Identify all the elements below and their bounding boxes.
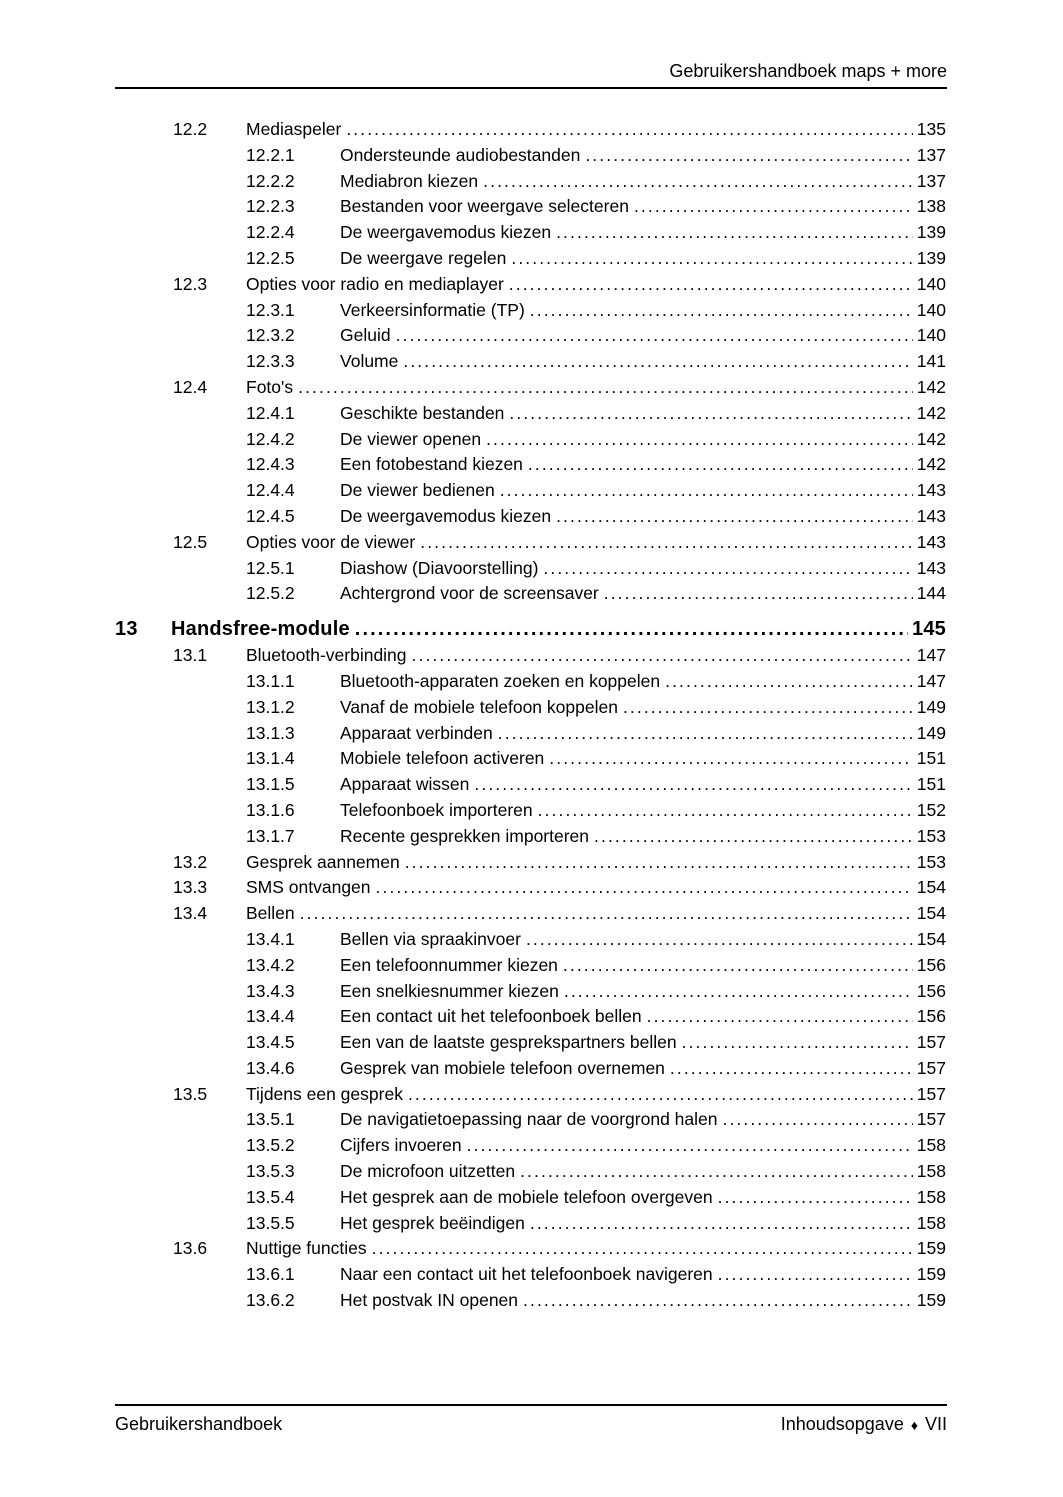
dot-leader — [523, 1288, 913, 1314]
dot-leader — [634, 194, 913, 220]
footer-left-text: Gebruikershandboek — [115, 1414, 283, 1434]
toc-entry — [115, 452, 946, 478]
toc-entry-number: 13.2 — [173, 851, 208, 872]
toc-entry-title: Geschikte bestanden — [340, 402, 505, 423]
dot-leader — [530, 1211, 913, 1237]
dot-leader — [355, 615, 908, 643]
toc-entry-title: Een fotobestand kiezen — [340, 454, 523, 475]
toc-entry-title: Recente gesprekken importeren — [340, 825, 590, 846]
toc-entry-number: 13.4.1 — [246, 928, 295, 949]
toc-entry-page: 154 — [916, 928, 946, 949]
toc-entry — [115, 272, 946, 298]
dot-leader — [723, 1107, 913, 1133]
toc-entry-title: Volume — [340, 351, 399, 372]
dot-leader — [594, 824, 913, 850]
toc-entry-number: 13.4.4 — [246, 1006, 295, 1027]
dot-leader — [396, 323, 913, 349]
running-header-text: Gebruikershandboek maps + more — [669, 61, 947, 81]
dot-leader — [511, 246, 912, 272]
toc-entry-number: 13.5.5 — [246, 1212, 295, 1233]
toc-entry-title: Bellen — [246, 903, 295, 924]
toc-entry-number: 13 — [115, 618, 138, 641]
toc-entry — [115, 581, 946, 607]
toc-entry-page: 153 — [916, 851, 946, 872]
diamond-separator-icon: ♦ — [910, 1417, 918, 1433]
toc-entry-title: De weergavemodus kiezen — [340, 505, 552, 526]
toc-entry-title: De navigatietoepassing naar de voorgrond halen — [340, 1109, 718, 1130]
toc-entry — [115, 530, 946, 556]
toc-entry-number: 13.5.2 — [246, 1135, 295, 1156]
toc-entry-title: Achtergrond voor de screensaver — [340, 583, 599, 604]
toc-entry-title: Bluetooth-verbinding — [246, 645, 407, 666]
dot-leader — [526, 927, 913, 953]
toc-entry — [115, 349, 946, 375]
toc-entry-number: 12.4.1 — [246, 402, 295, 423]
toc-entry-number: 12.2.1 — [246, 144, 295, 165]
toc-entry-title: Nuttige functies — [246, 1238, 367, 1259]
toc-entry — [115, 246, 946, 272]
toc-entry-page: 157 — [916, 1083, 946, 1104]
toc-entry-number: 13.4.3 — [246, 980, 295, 1001]
toc-entry-page: 143 — [916, 531, 946, 552]
toc-entry-page: 157 — [916, 1057, 946, 1078]
toc-entry-page: 143 — [916, 557, 946, 578]
toc-entry-title: Een telefoonnummer kiezen — [340, 954, 558, 975]
dot-leader — [520, 1159, 913, 1185]
toc-entry-title: Geluid — [340, 325, 391, 346]
dot-leader — [403, 349, 912, 375]
toc-entry — [115, 615, 946, 643]
dot-leader — [412, 643, 913, 669]
dot-leader — [530, 298, 913, 324]
toc-entry — [115, 927, 946, 953]
dot-leader — [420, 530, 913, 556]
footer-right — [781, 1414, 947, 1435]
toc-entry-number: 12.3.1 — [246, 299, 295, 320]
toc-entry-page: 151 — [916, 774, 946, 795]
toc-entry-title: Handsfree-module — [171, 618, 350, 641]
dot-leader — [509, 272, 913, 298]
toc-entry-title: Opties voor radio en mediaplayer — [246, 273, 504, 294]
toc-entry-title: Gesprek aannemen — [246, 851, 400, 872]
toc-entry-number: 12.3.3 — [246, 351, 295, 372]
toc-entry-page: 143 — [916, 480, 946, 501]
toc-entry-number: 13.6.2 — [246, 1290, 295, 1311]
toc-entry-page: 154 — [916, 903, 946, 924]
toc-entry — [115, 1288, 946, 1314]
dot-leader — [509, 401, 912, 427]
toc-entry — [115, 1185, 946, 1211]
dot-leader — [665, 669, 913, 695]
toc-entry-page: 159 — [916, 1290, 946, 1311]
toc-entry — [115, 427, 946, 453]
toc-entry-number: 12.3.2 — [246, 325, 295, 346]
toc-entry-title: Bestanden voor weergave selecteren — [340, 196, 629, 217]
toc-entry-number: 13.6 — [173, 1238, 208, 1259]
toc-entry-title: De weergave regelen — [340, 247, 507, 268]
dot-leader — [486, 427, 913, 453]
toc-entry-number: 13.1.4 — [246, 748, 295, 769]
toc-entry-title: De viewer openen — [340, 428, 482, 449]
toc-entry-title: Vanaf de mobiele telefoon koppelen — [340, 696, 618, 717]
toc-entry-title: Gesprek van mobiele telefoon overnemen — [340, 1057, 665, 1078]
dot-leader — [528, 452, 913, 478]
toc-entry-number: 12.2.4 — [246, 222, 295, 243]
toc-entry-number: 13.1 — [173, 645, 208, 666]
dot-leader — [474, 772, 912, 798]
dot-leader — [408, 1082, 913, 1108]
toc-entry-page: 140 — [916, 299, 946, 320]
toc-entry — [115, 1004, 946, 1030]
toc-entry-number: 12.2 — [173, 119, 208, 139]
toc-entry-number: 13.5.1 — [246, 1109, 295, 1130]
toc-entry-number: 12.5.2 — [246, 583, 295, 604]
toc-entry-number: 12.5 — [173, 531, 208, 552]
dot-leader — [549, 746, 913, 772]
toc-entry-title: Een van de laatste gesprekspartners bellen — [340, 1032, 677, 1053]
toc-entry-title: Ondersteunde audiobestanden — [340, 144, 581, 165]
dot-leader — [718, 1262, 913, 1288]
toc-entry-page: 143 — [916, 505, 946, 526]
toc-entry — [115, 824, 946, 850]
toc-entry-number: 13.5.4 — [246, 1186, 295, 1207]
toc-entry — [115, 669, 946, 695]
toc-entry-number: 13.5.3 — [246, 1161, 295, 1182]
dot-leader — [604, 581, 913, 607]
toc-entry — [115, 478, 946, 504]
toc-entry-title: De microfoon uitzetten — [340, 1161, 516, 1182]
toc-entry — [115, 979, 946, 1005]
toc-entry-title: Foto's — [246, 376, 294, 397]
toc-entry — [115, 323, 946, 349]
toc-entry-page: 149 — [916, 696, 946, 717]
toc-entry-number: 12.4 — [173, 376, 208, 397]
toc-entry — [115, 220, 946, 246]
toc-entry-page: 157 — [916, 1032, 946, 1053]
footer-section-label: Inhoudsopgave — [780, 1414, 904, 1434]
toc-entry-page: 142 — [916, 428, 946, 449]
toc-entry-title: Mobiele telefoon activeren — [340, 748, 545, 769]
toc-entry — [115, 850, 946, 876]
toc-entry-title: Apparaat verbinden — [340, 722, 493, 743]
toc-entry — [115, 143, 946, 169]
toc-entry-title: Het gesprek beëindigen — [340, 1212, 525, 1233]
dot-leader — [538, 798, 913, 824]
toc-entry-page: 138 — [916, 196, 946, 217]
toc-entry-page: 141 — [916, 351, 946, 372]
toc-entry — [115, 1030, 946, 1056]
toc-entry — [115, 875, 946, 901]
toc-entry — [115, 298, 946, 324]
toc-entry-page: 159 — [916, 1264, 946, 1285]
dot-leader — [543, 556, 912, 582]
toc-entry-number: 13.6.1 — [246, 1264, 295, 1285]
toc-entry-title: Het postvak IN openen — [340, 1290, 519, 1311]
toc-entry — [115, 1082, 946, 1108]
toc-entry-page: 152 — [916, 799, 946, 820]
toc-entry-title: Cijfers invoeren — [340, 1135, 462, 1156]
toc-entry-page: 139 — [916, 247, 946, 268]
toc-entry-page: 140 — [916, 325, 946, 346]
toc-entry-number: 12.4.3 — [246, 454, 295, 475]
toc-entry-number: 13.1.3 — [246, 722, 295, 743]
toc-entry — [115, 1236, 946, 1262]
toc-entry-number: 13.4.5 — [246, 1032, 295, 1053]
toc-entry — [115, 721, 946, 747]
page-header — [115, 0, 947, 89]
toc-entry-title: Verkeersinformatie (TP) — [340, 299, 525, 320]
toc-entry — [115, 1211, 946, 1237]
toc-entry-title: SMS ontvangen — [246, 877, 371, 898]
toc-entry — [115, 643, 946, 669]
toc-entry — [115, 1056, 946, 1082]
toc-entry-title: Tijdens een gesprek — [246, 1083, 403, 1104]
toc-entry-page: 140 — [916, 273, 946, 294]
toc-entry — [115, 798, 946, 824]
toc-entry-number: 13.1.6 — [246, 799, 295, 820]
toc-entry-page: 139 — [916, 222, 946, 243]
toc-entry-page: 135 — [916, 119, 946, 139]
toc-entry-title: Bellen via spraakinvoer — [340, 928, 521, 949]
dot-leader — [563, 953, 913, 979]
toc-entry-page: 151 — [916, 748, 946, 769]
toc-entry-title: Opties voor de viewer — [246, 531, 416, 552]
toc-entry — [115, 504, 946, 530]
toc-entry-page: 144 — [916, 583, 946, 604]
toc-entry-page: 156 — [916, 980, 946, 1001]
dot-leader — [300, 901, 913, 927]
toc-entry-number: 12.2.3 — [246, 196, 295, 217]
toc-entry — [115, 1107, 946, 1133]
page-footer — [115, 1404, 947, 1435]
toc-entry — [115, 901, 946, 927]
toc-entry — [115, 117, 946, 143]
toc-entry-page: 147 — [916, 670, 946, 691]
dot-leader — [483, 169, 913, 195]
toc-entry — [115, 556, 946, 582]
toc-entry — [115, 375, 946, 401]
toc-entry-number: 13.4 — [173, 903, 208, 924]
toc-entry-page: 137 — [916, 144, 946, 165]
dot-leader — [346, 117, 912, 143]
toc-entry-page: 153 — [916, 825, 946, 846]
toc-entry-title: De weergavemodus kiezen — [340, 222, 552, 243]
toc-entry-page: 159 — [916, 1238, 946, 1259]
toc-entry-page: 156 — [916, 954, 946, 975]
toc-entry-title: Een snelkiesnummer kiezen — [340, 980, 559, 1001]
toc-entry — [115, 1262, 946, 1288]
toc-entry — [115, 953, 946, 979]
dot-leader — [500, 478, 913, 504]
toc-entry-number: 12.3 — [173, 273, 208, 294]
toc-entry-number: 13.1.2 — [246, 696, 295, 717]
toc-entry — [115, 746, 946, 772]
toc-entry-page: 158 — [916, 1186, 946, 1207]
dot-leader — [298, 375, 913, 401]
toc-entry-title: Bluetooth-apparaten zoeken en koppelen — [340, 670, 661, 691]
toc-entry-page: 154 — [916, 877, 946, 898]
toc-entry — [115, 695, 946, 721]
toc-entry-page: 142 — [916, 402, 946, 423]
dot-leader — [498, 721, 913, 747]
toc-entry-page: 145 — [912, 618, 946, 641]
dot-leader — [376, 875, 913, 901]
dot-leader — [682, 1030, 913, 1056]
dot-leader — [405, 850, 913, 876]
dot-leader — [585, 143, 912, 169]
toc-entry-number: 13.4.6 — [246, 1057, 295, 1078]
toc-entry-page: 158 — [916, 1212, 946, 1233]
toc-entry-page: 156 — [916, 1006, 946, 1027]
toc-entry — [115, 401, 946, 427]
table-of-contents — [115, 117, 946, 1314]
dot-leader — [564, 979, 913, 1005]
toc-entry-number: 12.5.1 — [246, 557, 295, 578]
dot-leader — [670, 1056, 913, 1082]
toc-entry — [115, 1159, 946, 1185]
toc-entry — [115, 194, 946, 220]
toc-entry-page: 142 — [916, 376, 946, 397]
toc-entry — [115, 1133, 946, 1159]
dot-leader — [623, 695, 913, 721]
toc-entry-number: 13.1.7 — [246, 825, 295, 846]
toc-entry-page: 147 — [916, 645, 946, 666]
toc-entry — [115, 169, 946, 195]
toc-entry-page: 142 — [916, 454, 946, 475]
toc-entry-number: 12.4.2 — [246, 428, 295, 449]
footer-page-number: VII — [924, 1414, 947, 1434]
toc-entry-title: Het gesprek aan de mobiele telefoon overgeven — [340, 1186, 713, 1207]
toc-entry-page: 157 — [916, 1109, 946, 1130]
toc-entry-number: 12.2.5 — [246, 247, 295, 268]
toc-entry-title: Naar een contact uit het telefoonboek navigeren — [340, 1264, 713, 1285]
toc-entry-number: 12.4.4 — [246, 480, 295, 501]
dot-leader — [467, 1133, 913, 1159]
toc-entry-number: 12.2.2 — [246, 170, 295, 191]
toc-entry-title: Mediabron kiezen — [340, 170, 479, 191]
dot-leader — [372, 1236, 913, 1262]
toc-entry — [115, 772, 946, 798]
dot-leader — [647, 1004, 913, 1030]
toc-entry-title: Apparaat wissen — [340, 774, 470, 795]
toc-entry-number: 12.4.5 — [246, 505, 295, 526]
toc-entry-title: Mediaspeler — [246, 119, 342, 139]
toc-entry-title: Een contact uit het telefoonboek bellen — [340, 1006, 642, 1027]
dot-leader — [556, 220, 913, 246]
toc-entry-number: 13.3 — [173, 877, 208, 898]
toc-entry-title: Diashow (Diavoorstelling) — [340, 557, 539, 578]
toc-entry-page: 137 — [916, 170, 946, 191]
dot-leader — [718, 1185, 913, 1211]
toc-entry-number: 13.4.2 — [246, 954, 295, 975]
toc-entry-title: Telefoonboek importeren — [340, 799, 533, 820]
toc-entry-page: 158 — [916, 1161, 946, 1182]
dot-leader — [556, 504, 913, 530]
toc-entry-page: 158 — [916, 1135, 946, 1156]
toc-entry-title: De viewer bedienen — [340, 480, 495, 501]
toc-entry-page: 149 — [916, 722, 946, 743]
toc-entry-number: 13.5 — [173, 1083, 208, 1104]
toc-entry-number: 13.1.5 — [246, 774, 295, 795]
toc-entry-number: 13.1.1 — [246, 670, 295, 691]
